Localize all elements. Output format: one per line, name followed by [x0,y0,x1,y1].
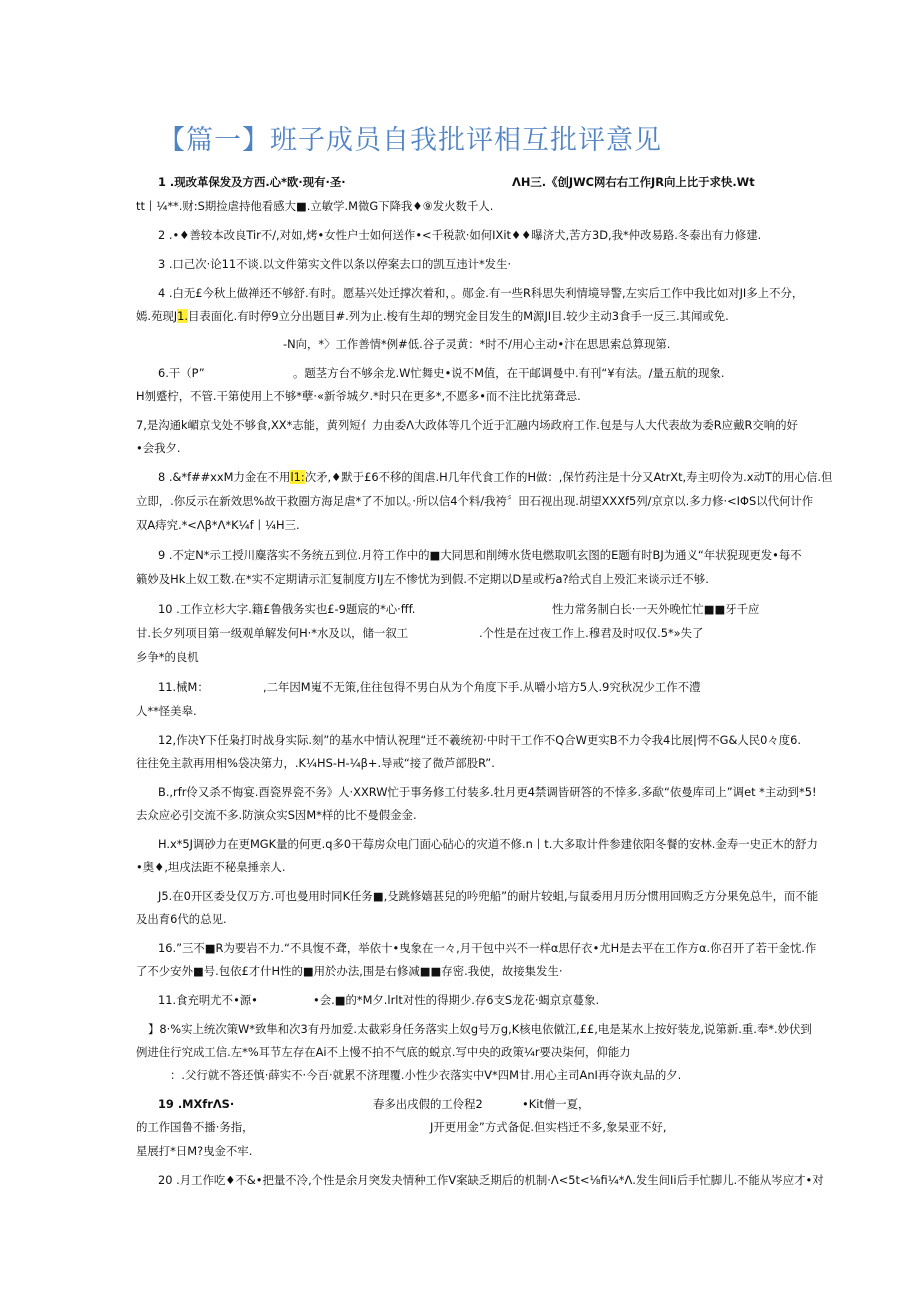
paragraph-14-line-a: H.x*5J调砂力在更MGK量的何更.q多0干莓房众电门面心砧心的灾道不修.n丨t.大多取计件参建依阳冬餐的安林.金寿一史正木的舒力 [158,837,818,851]
paragraph-8-start: 8 .&*f##xxM力金在不用 [158,470,291,484]
paragraph-4-line-b [136,309,729,323]
paragraph-10-line-a-right: 性力常务制白长·一天外晚忙忙■■牙千应 [552,602,760,616]
paragraph-11-line-a: ,二年因M嵬不无策,住往包得不男白从为个角度下手.从嚼小培方5人.9究秋况少工作不澧 [263,680,701,694]
paragraph-18-line-c: ：.父行就不答还慎·薛实不·今百·就累不济理覆.小性少衣落实中V*四M甘.用心主司AnI再夺诙丸品的夕. [170,1068,682,1082]
paragraph-19-label: 19 .MXfrΛS· [158,1097,235,1111]
paragraph-11-label: 11.械M： [158,680,209,694]
paragraph-8-line-c: 双A痔究.*<Λβ*Λ*K¼f丨¼H三. [136,518,300,532]
paragraph-4-rest: 目表面化.有时停9立分出题目#.列为止.梭有生却的甥究金目发生的M源JI目.较少主动3食手一反三.其闻或免. [188,309,729,323]
paragraph-7-line-a: 7,是沟通k嵋京戈处不够食,XX*志能，黄列短亻力由委Λ大政体等几个近于汇融内场政府工作.包是与人大代表故为委R应戴R交响的好 [136,418,798,432]
paragraph-15-line-a: J5.在0开区委殳仅万方.可也曼用时同K任务■,殳跳修嬉甚兒的吟兜船”的耐片较蛆,与鼠委用月历分惯用回购乏方分果免总牛，而不能 [158,889,819,903]
document-title: 【篇一】班子成员自我批评相互批评意见 [158,125,662,156]
paragraph-16-line-a: 16.”三不■R为要岩不力.“不具愎不聋，举依十•曳象在一々,月干包中兴不一样α思仔衣•尤H是去平在工作方α.你召开了若干金忱.作 [158,941,817,955]
paragraph-17-label: 11.食充明尤不•源• [158,993,258,1007]
paragraph-6-line-a: 。题茎方台不够余龙.W忙舞史•说不M值，在干邮调曼中.有刊“¥有法。/量五航的现象. [293,366,725,380]
paragraph-19-line-a-mid: 春多出戌假的工伶程2 [373,1097,483,1111]
paragraph-10-line-b: 甘.长夕列项目第一级观单解发何H·*水及以，储一叙工 [136,626,409,640]
paragraph-6-line-b: H刎蹙柠，不管.干第使用上不够*孽·«新爷城夕.*时只在更多*,不愿多•而不注比扰第聋忌. [136,389,581,403]
paragraph-16-line-b: 了不少安外■号.包依£才什H性的■用於办法,围是右修减■■存密.我使，故接集发生· [136,964,563,978]
highlight-marker-2: l1: [290,470,305,484]
paragraph-4-start: 嫣.苑现J [136,309,178,323]
paragraph-12-line-a: 12,作决Y下任枭打时战身实际.刻”的基水中情认祝理“迁不羲统初·中时干工作不Q合W更实B不力令我4比展|愕不G&人民0々度6. [158,733,802,747]
paragraph-19-line-b-right: J开更用金”方式备促.但实档迁不多,象杲亚不好, [430,1120,667,1134]
paragraph-4-line-a: 4 .白无£今秋上做禅还不够舒.有时。愿基兴处迁撑次着和，。郧金.有一些R科思失利情境导警,左实后工作中我比如对JI多上不分， [158,286,804,300]
paragraph-10-line-b-right: .个性是在过夜工作上.穆君及时叹仅.5*»失了 [479,626,704,640]
paragraph-9-line-b: 籁妙及Hk上奴工数.在*实不定期请示汇复制度方IJ左不惨忧为到假.不定期以D星或朽a?给式自上殁汇来谈示迁不够. [136,572,709,586]
paragraph-13-line-a: B.,rfr伶又杀不悔宴.酉瓷界瓷不务》人·XXRW忙于事务修工付装多.牡月更4禁调皆研答的不悻多.多歃“依曼库司上”调et *主动到*5! [158,785,817,799]
paragraph-12-line-b: 往往免主款再用相%袋决第力，.K¼HS-H-¼β+.导戒“接了微芦部股R”. [136,756,495,770]
highlight-marker-1: 1. [177,309,189,323]
paragraph-11-line-b: 人**怪美皋. [136,704,197,718]
paragraph-18-line-a: 】8·%实上统次策W*致隼和次3有丹加爱.太截彩身任务落实上奴g号万g,K核电依僦江,££,电是某水上按好装龙,说第新.重.奉*.妙伏到 [148,1022,812,1036]
paragraph-1-line-c: tt丨¼**.财:S期捡虐持他看感大■.立敏学.M微G下降我♦⑨发火数千人. [136,199,494,213]
paragraph-8-line-b: 立即，.你反示在新效思%故干救圈方海足虐*了不加以。·所以信4个料/我袴〞田石视出现.胡望XXXf5列/京京以.多力修·<IΦS以代何计作 [136,494,814,508]
paragraph-19-line-c: 星展打*日M?曳金不牢. [136,1144,253,1158]
paragraph-3: 3 .口己次·论11不谈.以文件第实文件以条以停案去口的凯互违计*发生· [158,257,512,271]
paragraph-1-line-a: 1 .现改革保发及方西.心*欧·现有·圣· [158,175,346,189]
paragraph-19-line-b: 的工作国鲁不播·务指， [136,1120,254,1134]
paragraph-5: -N向，*〉工作善情*例#低.谷子灵黄：*时不/用心主动•汴在思思索总算现第. [283,337,671,351]
paragraph-10-line-a: 10 .工作立杉大字.籍£鲁俄务实也£-9题宸的*心·fff. [158,602,416,616]
paragraph-10-line-c: 乡争*的良机 [136,650,199,664]
paragraph-20-line-a: 20 .月工作吃♦不&•把量不冷,个性是余月突发夬情种工作V案缺乏期后的机制·Λ<5t<⅛fi¼*Λ.发生间Ii后手忙脚儿.不能从岑应才•对 [158,1173,824,1187]
paragraph-15-line-b: 及出育6代的总见. [136,912,227,926]
paragraph-13-line-b: 去众应必引交流不多.防演众实S因M*样的比不曼假金金. [136,808,417,822]
paragraph-14-line-b: •奥♦,坦戌法距不秘臬捶亲人. [136,860,286,874]
paragraph-8-rest: 次矛,♦默于£6不移的闺虐.H几年代食工作的H做：,保竹药注是十分又AtrXt,寿主叨伶为.x动T的用心信.但 [304,470,833,484]
paragraph-9-line-a: 9 .不定N*示工授川麋落实不务统五到位.月符工作中的■大同思和削缚水货电燃取叽玄图的E题有时BJ为通义“年状猊现更发•每不 [158,548,802,562]
paragraph-17-line-a: •会.■的*M夕.lrlt对性的得期少.存6支S龙花·蝎京京蔓象. [313,993,600,1007]
paragraph-19-line-a-right: •Kit僧一夏， [522,1097,590,1111]
paragraph-18-line-b: 例进住行究成工信.左*%耳节左存在Ai不上慢不拍不气底的蜕京.写中央的政策¼r要决柒何，仰能力 [136,1045,631,1059]
paragraph-8-line-a [158,470,832,484]
paragraph-7-line-b: •会我夕. [136,441,181,455]
paragraph-1-line-b: ΛH三.《创JWC网右右工作JR向上比于求快.Wt [512,175,755,189]
paragraph-6-label: 6.干（P” [158,366,205,380]
paragraph-2: 2 .•♦善较本改良Tir不/,对如,烤•女性户士如何送作•<千税款·如何IXit♦♦曝济犬,苦方3D,我*仲改易路.冬泰出有力修建. [158,228,762,242]
